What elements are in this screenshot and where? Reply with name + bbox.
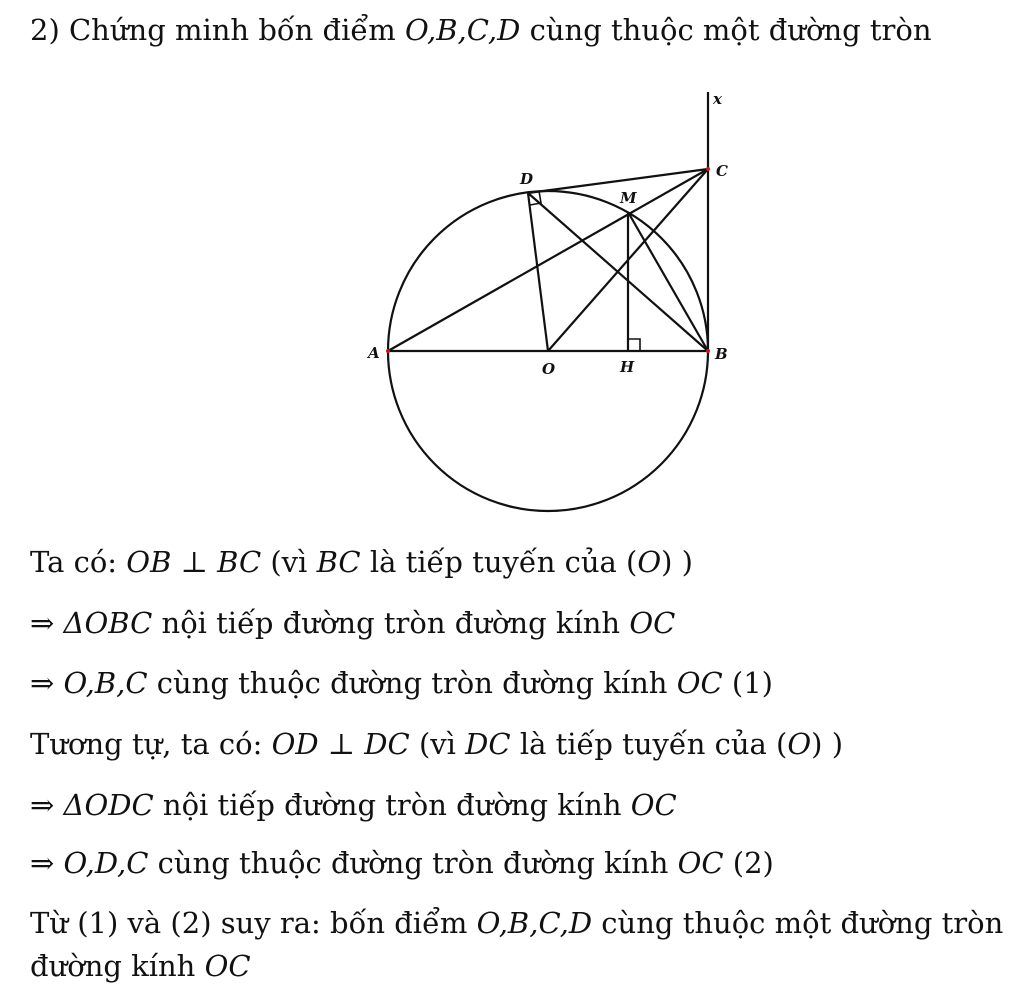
proof-text: (vì xyxy=(261,545,317,579)
proof-line xyxy=(30,726,843,762)
proof-text: ) ) xyxy=(661,545,693,579)
proof-line xyxy=(30,845,774,881)
math-expression: OD ⊥ DC xyxy=(271,727,410,761)
label-b: B xyxy=(715,345,728,363)
proof-text: cùng thuộc đường tròn đường kính xyxy=(148,846,678,880)
heading-prefix: 2) Chứng minh bốn điểm xyxy=(30,13,396,47)
point-c xyxy=(706,167,710,171)
proof-text: cùng thuộc đường tròn đường kính xyxy=(147,666,677,700)
proof-text: là tiếp tuyến của ( xyxy=(360,545,638,579)
problem-heading xyxy=(30,12,932,48)
math-expression: OC xyxy=(629,606,676,640)
geometry-figure xyxy=(340,80,760,520)
label-o: O xyxy=(542,360,556,378)
proof-text: nội tiếp đường tròn đường kính xyxy=(152,606,630,640)
segment-mb xyxy=(628,212,708,351)
proof-text: Ta có: xyxy=(30,545,127,579)
math-expression: OC xyxy=(630,788,677,822)
math-expression: OC xyxy=(676,666,723,700)
math-expression: OB ⊥ BC xyxy=(126,545,262,579)
proof-text: ⇒ xyxy=(30,666,64,700)
math-expression: O xyxy=(637,545,662,579)
label-c: C xyxy=(716,162,728,180)
proof-line xyxy=(30,605,675,641)
proof-text: (2) xyxy=(723,846,774,880)
proof-text: Tương tự, ta có: xyxy=(30,727,272,761)
right-angle-h xyxy=(628,339,640,351)
label-h: H xyxy=(620,358,635,376)
proof-line xyxy=(30,665,773,701)
proof-text: Từ (1) và (2) suy ra: bốn điểm xyxy=(30,906,477,940)
proof-text: ⇒ xyxy=(30,788,64,822)
proof-text: cùng thuộc một đường tròn xyxy=(592,906,1004,940)
math-expression: BC xyxy=(316,545,361,579)
segment-dc xyxy=(528,169,708,193)
proof-text: ⇒ xyxy=(30,846,64,880)
proof-line xyxy=(30,948,251,984)
label-a: A xyxy=(368,344,380,362)
heading-suffix: cùng thuộc một đường tròn xyxy=(529,13,932,47)
proof-text: ⇒ xyxy=(30,606,64,640)
math-expression: O,B,C xyxy=(63,666,148,700)
proof-line xyxy=(30,544,693,580)
proof-text: (vì xyxy=(409,727,466,761)
proof-text: nội tiếp đường tròn đường kính xyxy=(153,788,631,822)
label-m: M xyxy=(620,189,637,207)
math-expression: DC xyxy=(465,727,511,761)
proof-text: ) ) xyxy=(811,727,844,761)
label-d: D xyxy=(520,170,534,188)
point-a xyxy=(386,349,390,353)
heading-math: O,B,C,D xyxy=(404,13,521,47)
math-expression: ΔODC xyxy=(63,788,154,822)
math-expression: OC xyxy=(204,949,251,983)
math-expression: ΔOBC xyxy=(63,606,153,640)
point-b xyxy=(706,349,710,353)
math-expression: O xyxy=(787,727,812,761)
proof-text: là tiếp tuyến của ( xyxy=(510,727,788,761)
proof-text: (1) xyxy=(722,666,773,700)
proof-line xyxy=(30,787,677,823)
math-expression: OC xyxy=(677,846,724,880)
math-expression: O,D,C xyxy=(63,846,149,880)
label-x: x xyxy=(713,90,722,108)
segment-ac xyxy=(388,169,708,351)
math-expression: O,B,C,D xyxy=(476,906,593,940)
proof-line xyxy=(30,905,1003,941)
proof-text: đường kính xyxy=(30,949,205,983)
segment-db xyxy=(528,193,708,351)
segment-od xyxy=(528,193,548,351)
